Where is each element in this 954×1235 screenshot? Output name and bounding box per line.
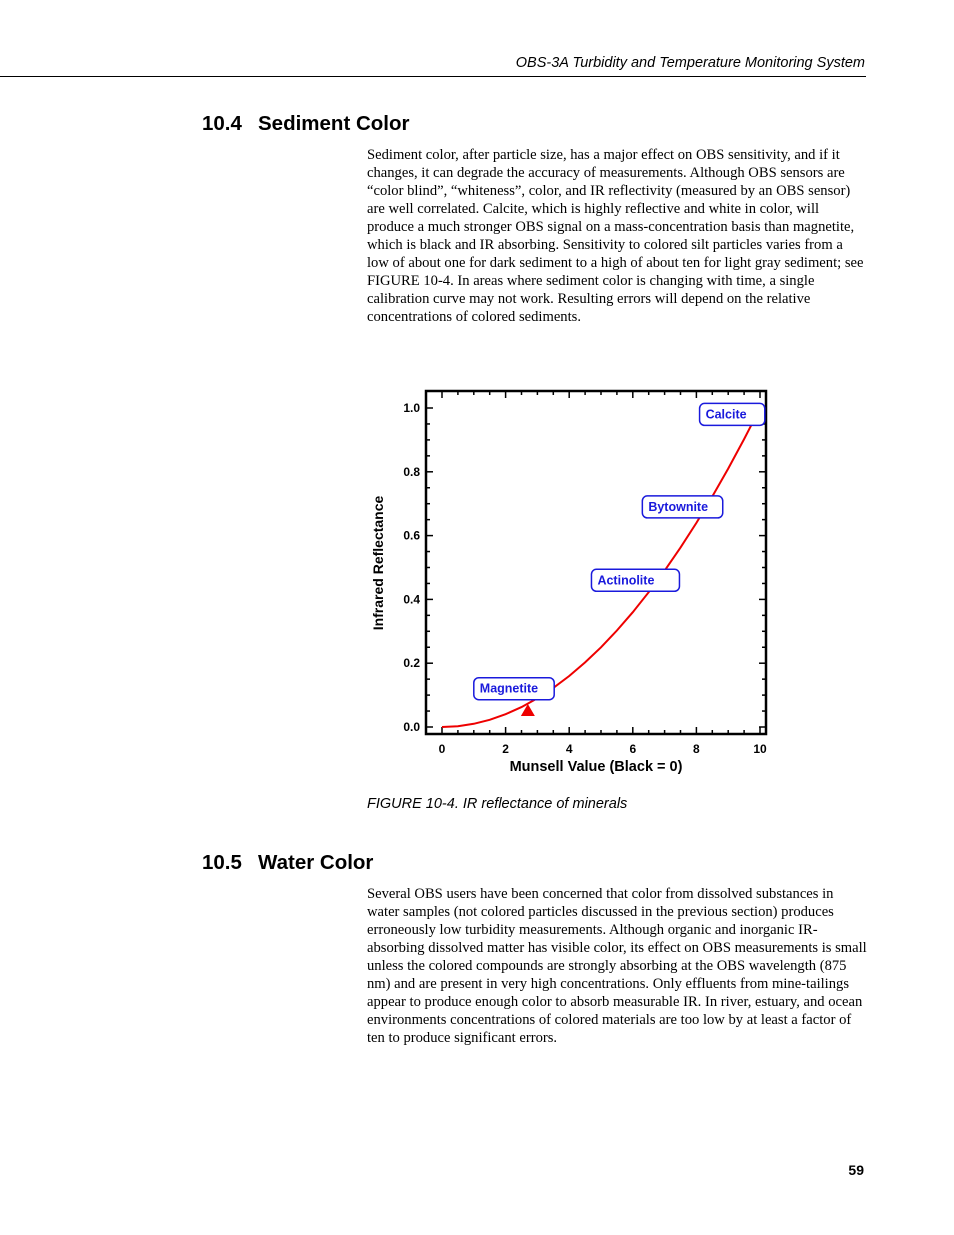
y-tick-label: 0.4 [403,592,420,607]
mineral-label-text: Magnetite [479,681,539,696]
y-tick-label: 1.0 [403,401,420,415]
y-tick-label: 0.2 [403,656,420,671]
figure-caption: FIGURE 10-4. IR reflectance of minerals [367,796,628,812]
section-number: 10.4 [202,112,242,135]
header-rule [0,76,866,77]
x-tick-label: 6 [629,742,637,756]
y-tick-label: 0.0 [403,720,420,734]
section-number: 10.5 [202,851,242,874]
ir-reflectance-chart [360,380,780,780]
x-tick-label: 10 [753,742,767,756]
sediment-color-paragraph: Sediment color, after particle size, has a major effect on OBS sensitivity, and if it changes, it can degrade the accuracy of measurements. Although OBS sensors are “color blind”, “whiteness”, color, and IR reflectivity (measured by an OBS sensor) are well correlated. Calcite, which is highly reflective and white in color, will produce a much stronger OBS signal on a mass-concentration basis than magnetite, which is black and IR absorbing. Sensitivity to colored silt particles varies from a low of about one for dark sediment to a high of about ten for light gray sediment; see FIGURE 10-4. In areas where sediment color is changing with time, a single calibration curve may not work. Resulting errors will depend on the relative concentrations of colored sediments. [367,147,864,325]
x-tick-label: 4 [565,742,573,756]
x-tick-label: 0 [438,742,446,756]
y-tick-label: 0.8 [403,464,420,479]
mineral-label-text: Actinolite [597,573,655,588]
x-tick-label: 8 [693,742,700,756]
section-heading-sediment-color [202,112,410,136]
section-title: Sediment Color [258,112,410,135]
mineral-label [642,496,722,518]
y-tick-label: 0.6 [403,528,420,543]
running-header: OBS-3A Turbidity and Temperature Monitoring System [515,55,865,71]
mineral-label [474,678,554,700]
section-heading-water-color [202,851,373,875]
water-color-paragraph: Several OBS users have been concerned that color from dissolved substances in water samples (not colored particles discussed in the previous section) produces erroneously low turbidity measurements. Although organic and inorganic IR-absorbing dissolved matter has visible color, its effect on OBS measurements is small unless the colored compounds are strongly absorbing at the OBS wavelength (875 nm) and are present in very high concentrations. Only effluents from mine-tailings appear to produce enough color to absorb measurable IR. In river, estuary, and ocean environments concentrations of colored materials are too low by at least a factor of ten to produce significant errors. [367,886,867,1046]
mineral-label [700,403,765,425]
x-axis-title: Munsell Value (Black = 0) [509,759,683,775]
section-title: Water Color [258,851,374,874]
mineral-label-text: Calcite [705,407,747,422]
mineral-label [591,569,679,591]
mineral-label-text: Bytownite [648,499,709,514]
y-axis-title: Infrared Reflectance [370,495,386,631]
page-number: 59 [848,1162,864,1178]
x-tick-label: 2 [502,742,509,756]
